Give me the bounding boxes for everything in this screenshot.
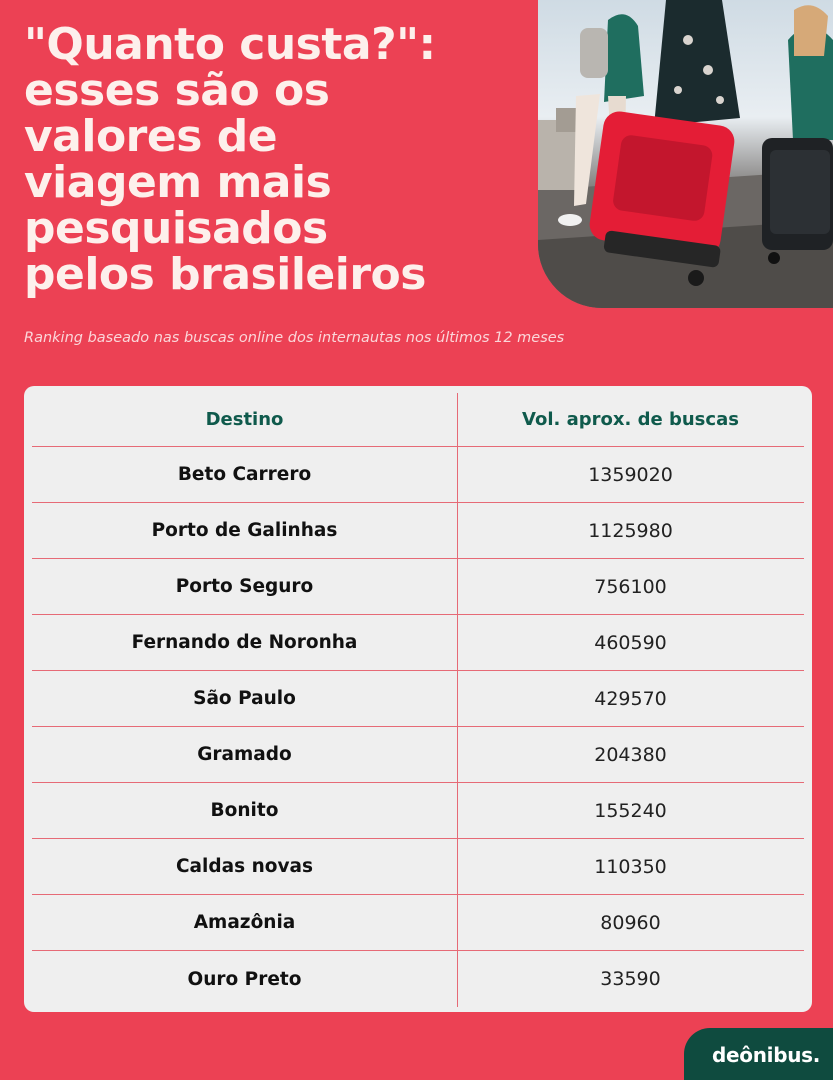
table-row	[32, 839, 804, 895]
volume-cell: 33590	[600, 968, 661, 990]
destination-cell: Amazônia	[193, 912, 296, 933]
headline	[24, 19, 534, 300]
volume-cell: 756100	[594, 575, 667, 598]
volume-cell: 110350	[594, 855, 667, 878]
volume-cell: 1359020	[588, 463, 673, 486]
subtitle: Ranking baseado nas buscas online dos internautas nos últimos 12 meses	[24, 330, 565, 346]
table-row	[32, 895, 804, 951]
table-row	[32, 951, 804, 1007]
headline-line: "Quanto custa?":	[24, 19, 436, 70]
logo-text: deônibus.	[712, 1043, 821, 1067]
travelers-with-luggage-illustration	[538, 0, 833, 308]
table-row	[32, 447, 804, 503]
table-row	[32, 503, 804, 559]
destination-cell: Porto de Galinhas	[151, 520, 338, 541]
volume-cell: 204380	[594, 743, 667, 766]
search-ranking-table	[24, 386, 812, 1012]
header-destino: Destino	[205, 409, 284, 430]
column-divider	[457, 393, 458, 1007]
headline-line: pelos brasileiros	[24, 249, 426, 300]
volume-cell: 460590	[594, 631, 667, 654]
table-grid	[32, 393, 804, 1007]
table-row	[32, 783, 804, 839]
destination-cell: Beto Carrero	[177, 464, 312, 485]
table-header-row	[32, 393, 804, 447]
destination-cell: São Paulo	[193, 688, 296, 709]
table-row	[32, 727, 804, 783]
headline-line: pesquisados	[24, 203, 328, 254]
headline-line: viagem mais	[24, 157, 332, 208]
destination-cell: Gramado	[197, 744, 292, 765]
deonibus-logo	[684, 1028, 833, 1080]
table-row	[32, 615, 804, 671]
volume-cell: 429570	[594, 687, 667, 710]
table-row	[32, 671, 804, 727]
volume-cell: 155240	[594, 799, 667, 822]
volume-cell: 80960	[600, 911, 661, 934]
table-row	[32, 559, 804, 615]
headline-line: valores de	[24, 111, 278, 162]
header-volume: Vol. aprox. de buscas	[522, 409, 739, 430]
destination-cell: Porto Seguro	[175, 576, 314, 597]
travel-photo	[538, 0, 833, 308]
destination-cell: Bonito	[210, 800, 279, 821]
destination-cell: Fernando de Noronha	[131, 632, 358, 653]
volume-cell: 1125980	[588, 519, 673, 542]
headline-line: esses são os	[24, 65, 330, 116]
destination-cell: Caldas novas	[175, 856, 313, 877]
destination-cell: Ouro Preto	[187, 968, 302, 990]
